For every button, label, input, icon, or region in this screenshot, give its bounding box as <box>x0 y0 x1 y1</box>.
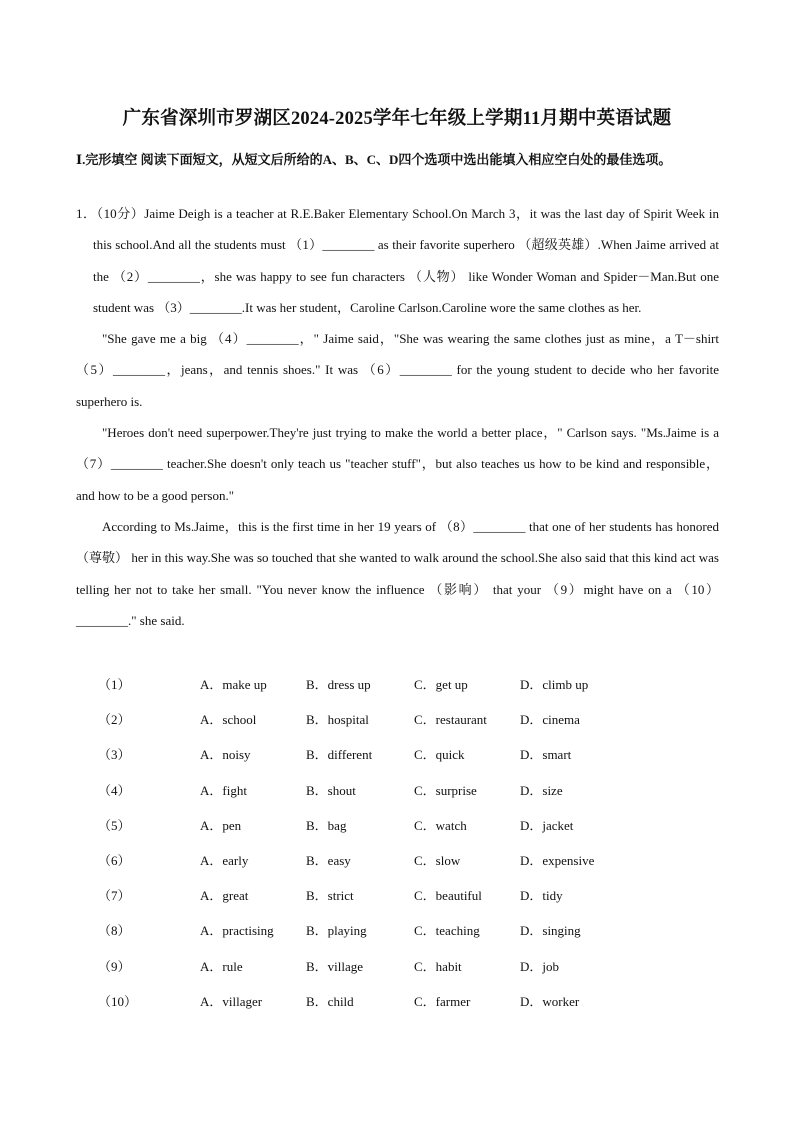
passage-paragraph-2: "She gave me a big （4）________，" Jaime said，"She was wearing the same clothes just as mine，a T－shirt（5）________，jeans，and tennis shoes." It was （6）________ for the young student to decide who her favorite superhero is. <box>76 331 719 409</box>
option-row <box>76 775 736 810</box>
option-row <box>76 845 736 880</box>
option-row <box>76 951 736 986</box>
question-number: （8） <box>98 923 131 939</box>
option-a: A．make up <box>200 677 267 692</box>
option-b: B．different <box>306 747 373 763</box>
option-row <box>76 915 736 950</box>
question-number: （7） <box>98 888 131 904</box>
question-number: （9） <box>98 958 131 974</box>
question-number: （6） <box>98 852 131 868</box>
option-c: C．beautiful <box>414 888 482 904</box>
option-c: C．watch <box>414 817 467 833</box>
option-b: B．hospital <box>306 712 369 728</box>
option-c: C．habit <box>414 958 462 974</box>
option-d: D．tidy <box>520 888 563 904</box>
option-a: A．great <box>200 888 249 904</box>
option-row <box>76 810 736 845</box>
options-list <box>76 669 736 1021</box>
question-number: （10） <box>98 993 138 1009</box>
option-c: C．quick <box>414 747 465 763</box>
option-b: B．bag <box>306 817 347 833</box>
option-row <box>76 669 736 704</box>
option-row <box>76 986 736 1021</box>
question-number: （4） <box>98 782 131 798</box>
option-b: B．dress up <box>306 677 371 692</box>
passage-paragraph-4: According to Ms.Jaime，this is the first time in her 19 years of （8）________ that one of her students has honored （尊敬） her in this way.She was so touched that she wanted to walk around the school.She also said that this kind act was telling her not to take her small. "You never know the influence （影响） that your （9）might have on a （10）________." she said. <box>76 518 719 628</box>
option-row <box>76 739 736 774</box>
option-d: D．climb up <box>520 677 589 692</box>
option-a: A．early <box>200 852 249 868</box>
passage-paragraph-1: 1．（10分）Jaime Deigh is a teacher at R.E.Baker Elementary School.On March 3，it was the last day of Spirit Week in this school.And all the students must （1）________ as their favorite superhero （超级英雄）.When Jaime arrived at the （2）________，she was happy to see fun characters （人物） like Wonder Woman and Spider－Man.But one student was （3）________.It was her student，Caroline Carlson.Caroline wore the same clothes as her. <box>76 206 719 315</box>
option-b: B．child <box>306 993 354 1009</box>
option-a: A．noisy <box>200 747 251 763</box>
question-number: （5） <box>98 817 131 833</box>
option-b: B．strict <box>306 888 354 904</box>
option-b: B．playing <box>306 923 367 939</box>
option-c: C．slow <box>414 852 461 868</box>
option-b: B．easy <box>306 852 351 868</box>
option-c: C．restaurant <box>414 712 487 728</box>
option-a: A．school <box>200 712 257 728</box>
cloze-passage <box>76 198 719 636</box>
passage-paragraph-3: "Heroes don't need superpower.They're just trying to make the world a better place，" Carlson says. "Ms.Jaime is a （7）________ teacher.She doesn't only teach us "teacher stuff"，but also teaches us how to be kind and responsible，and how to be a good person." <box>76 425 719 503</box>
question-number: （1） <box>98 677 131 692</box>
option-d: D．size <box>520 782 563 798</box>
option-a: A．pen <box>200 817 242 833</box>
option-row <box>76 704 736 739</box>
option-d: D．cinema <box>520 712 580 728</box>
option-d: D．worker <box>520 993 580 1009</box>
option-d: D．jacket <box>520 817 574 833</box>
page-title: 广东省深圳市罗湖区2024-2025学年七年级上学期11月期中英语试题 <box>122 109 672 129</box>
option-a: A．practising <box>200 923 274 939</box>
option-a: A．villager <box>200 993 263 1009</box>
option-d: D．job <box>520 958 560 974</box>
option-d: D．singing <box>520 923 581 939</box>
option-d: D．smart <box>520 747 572 763</box>
option-b: B．village <box>306 958 364 974</box>
option-c: C．surprise <box>414 782 477 798</box>
option-a: A．rule <box>200 958 243 974</box>
question-number: （2） <box>98 712 131 728</box>
section-instructions: Ⅰ.完形填空 阅读下面短文，从短文后所给的A、B、C、D四个选项中选出能填入相应空白处的最佳选项。 <box>76 152 672 167</box>
question-number: （3） <box>98 747 131 763</box>
option-c: C．farmer <box>414 993 471 1009</box>
option-a: A．fight <box>200 782 247 798</box>
option-b: B．shout <box>306 782 356 798</box>
option-c: C．teaching <box>414 923 480 939</box>
option-d: D．expensive <box>520 852 595 868</box>
option-row <box>76 880 736 915</box>
option-c: C．get up <box>414 677 468 692</box>
